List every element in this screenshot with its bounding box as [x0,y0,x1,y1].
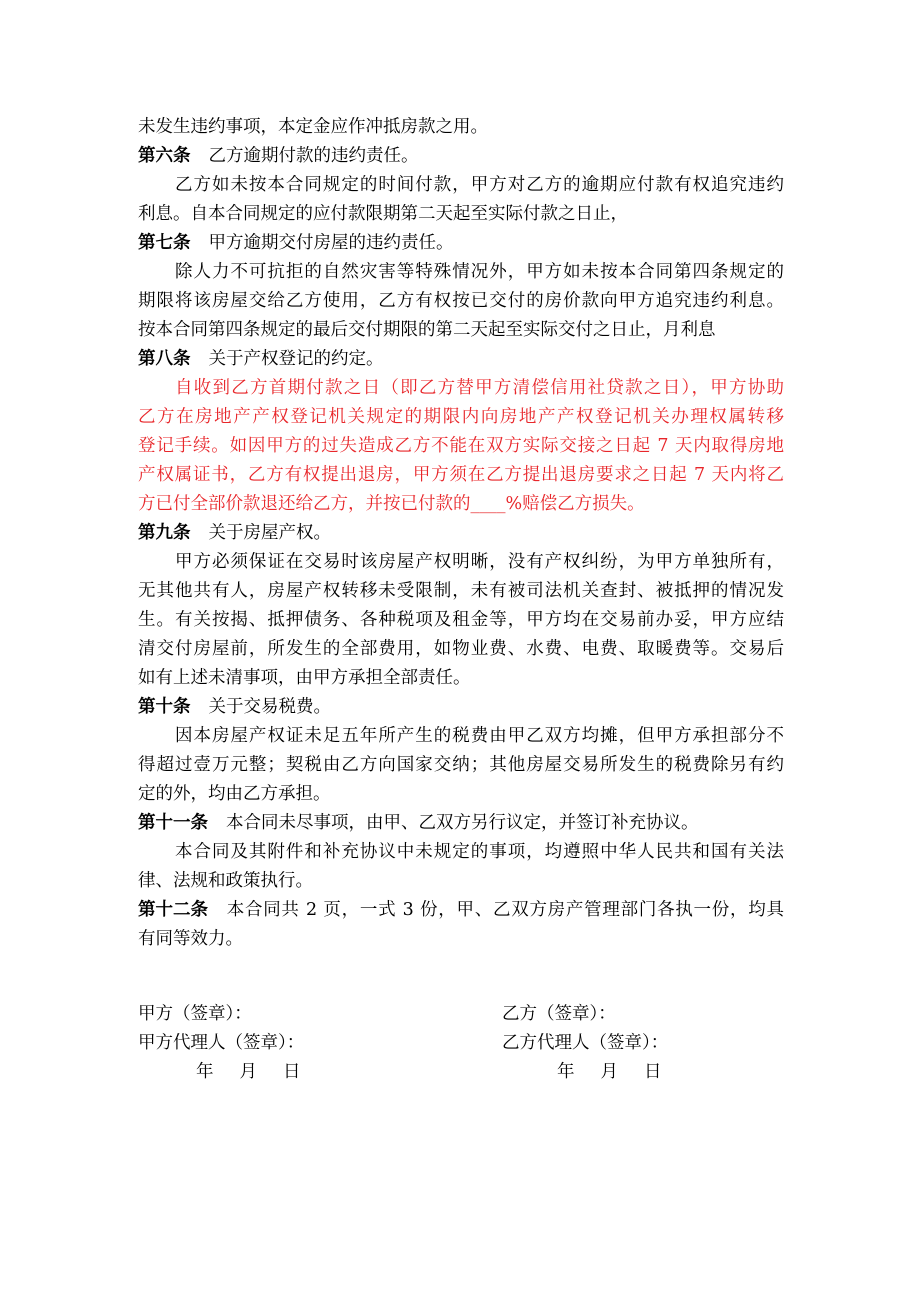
day-label: 日 [644,1062,662,1082]
paragraph-line: 律、法规和政策执行。 [138,871,313,891]
article-label: 第九条 [138,523,191,543]
party-a-date [196,1058,301,1087]
party-b-date [557,1058,662,1087]
article-12-heading [138,896,784,925]
article-11-heading [138,809,784,838]
paragraph-line: 除人力不可抗拒的自然灾害等特殊情况外，甲方如未按本合同第四条规定的 [175,262,784,282]
paragraph-line: 未发生违约事项，本定金应作冲抵房款之用。 [138,117,488,137]
month-label: 月 [600,1062,618,1082]
article-title: 乙方逾期付款的违约责任。 [208,146,419,166]
article-label: 第十条 [138,697,191,717]
article-title: 甲方逾期交付房屋的违约责任。 [208,233,454,253]
paragraph-line: 期限将该房屋交给乙方使用，乙方有权按已交付的房价款向甲方追究违约利息。 [138,291,784,311]
paragraph-line: 利息。自本合同规定的应付款限期第二天起至实际付款之日止， [138,204,628,224]
party-b-agent-signature: 乙方代理人（签章）： [502,1033,669,1053]
article-title: 关于交易税费。 [208,697,331,717]
article-6-heading [138,142,784,171]
paragraph-line-red: 自收到乙方首期付款之日（即乙方替甲方清偿信用社贷款之日），甲方协助 [175,378,784,398]
article-label: 第六条 [138,146,191,166]
paragraph-line: 无其他共有人，房屋产权转移未受限制，未有被司法机关查封、被抵押的情况发 [138,581,784,601]
paragraph-line: 甲方必须保证在交易时该房屋产权明晰，没有产权纠纷，为甲方单独所有， [175,552,784,572]
paragraph-line: 乙方如未按本合同规定的时间付款，甲方对乙方的逾期应付款有权追究违约 [175,175,784,195]
year-label: 年 [557,1062,575,1082]
paragraph-line: 生。有关按揭、抵押债务、各种税项及租金等，甲方均在交易前办妥，甲方应结 [138,610,784,630]
article-title: 关于房屋产权。 [208,523,331,543]
paragraph-line: 得超过壹万元整；契税由乙方向国家交纳；其他房屋交易所发生的税费除另有约 [138,755,784,775]
paragraph-line: 定的外，均由乙方承担。 [138,784,331,804]
article-label: 第七条 [138,233,191,253]
article-9-heading [138,519,784,548]
paragraph-line-red: 方已付全部价款退还给乙方，并按已付款的____%赔偿乙方损失。 [138,494,645,514]
day-label: 日 [283,1062,301,1082]
paragraph-line: 清交付房屋前，所发生的全部费用，如物业费、水费、电费、取暖费等。交易后 [138,639,784,659]
party-a-agent-signature: 甲方代理人（签章）： [138,1033,305,1053]
paragraph-line: 按本合同第四条规定的最后交付期限的第二天起至实际交付之日止，月利息 [138,320,716,340]
party-b-signature: 乙方（签章）： [502,1004,616,1024]
paragraph-line-red: 登记手续。如因甲方的过失造成乙方不能在双方实际交接之日起 7 天内取得房地 [138,436,784,456]
article-8-heading [138,345,784,374]
article-10-heading [138,693,784,722]
month-label: 月 [239,1062,257,1082]
paragraph-line-red: 产权属证书，乙方有权提出退房，甲方须在乙方提出退房要求之日起 7 天内将乙 [138,465,784,485]
article-label: 第十一条 [138,813,208,833]
contract-body [138,113,784,954]
article-label: 第十二条 [138,900,208,920]
article-7-heading [138,229,784,258]
article-title: 本合同共 2 页，一式 3 份，甲、乙双方房产管理部门各执一份，均具 [226,900,784,920]
paragraph-line: 有同等效力。 [138,929,243,949]
paragraph-line: 如有上述未清事项，由甲方承担全部责任。 [138,668,471,688]
article-title: 本合同未尽事项，由甲、乙双方另行议定，并签订补充协议。 [226,813,699,833]
party-a-signature: 甲方（签章）： [138,1004,252,1024]
article-title: 关于产权登记的约定。 [208,349,384,369]
paragraph-line: 因本房屋产权证未足五年所产生的税费由甲乙双方均摊，但甲方承担部分不 [175,726,784,746]
paragraph-line-red: 乙方在房地产产权登记机关规定的期限内向房地产产权登记机关办理权属转移 [138,407,784,427]
article-label: 第八条 [138,349,191,369]
year-label: 年 [196,1062,214,1082]
paragraph-line: 本合同及其附件和补充协议中未规定的事项，均遵照中华人民共和国有关法 [175,842,784,862]
